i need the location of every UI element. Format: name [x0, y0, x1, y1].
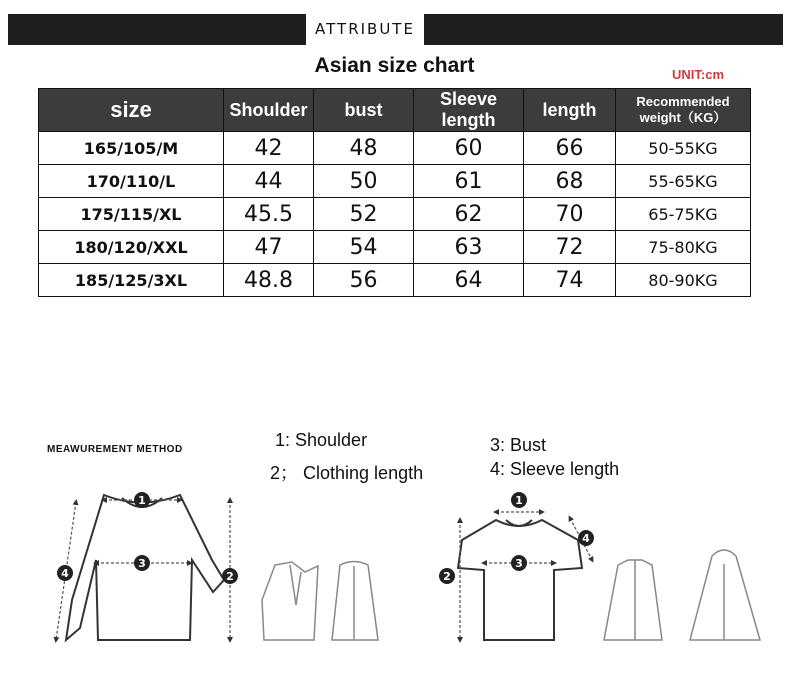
col-header-shoulder: Shoulder: [224, 89, 314, 132]
col-header-size: size: [39, 89, 224, 132]
sleeve-cell: 62: [414, 198, 524, 231]
marker-4-sweatshirt: [57, 565, 73, 581]
marker-1-tshirt: [511, 492, 527, 508]
marker-2-sweatshirt: [222, 568, 238, 584]
col-header-bust: bust: [314, 89, 414, 132]
shoulder-cell: 48.8: [224, 264, 314, 297]
bust-cell: 52: [314, 198, 414, 231]
bust-cell: 54: [314, 231, 414, 264]
length-cell: 72: [524, 231, 616, 264]
weight-cell: 80-90KG: [616, 264, 751, 297]
tshirt-icon: [458, 520, 582, 640]
length-cell: 68: [524, 165, 616, 198]
marker-3-sweatshirt: [134, 555, 150, 571]
bust-cell: 56: [314, 264, 414, 297]
col-header-length: length: [524, 89, 616, 132]
weight-cell: 55-65KG: [616, 165, 751, 198]
svg-text:2: 2: [226, 570, 234, 583]
shoulder-cell: 44: [224, 165, 314, 198]
legend-clothing-length: 2； Clothing length: [270, 463, 424, 483]
sleeve-cell: 64: [414, 264, 524, 297]
sleeve-cell: 61: [414, 165, 524, 198]
sleeve-cell: 60: [414, 132, 524, 165]
shirt-icon: [604, 560, 662, 640]
length-cell: 66: [524, 132, 616, 165]
svg-text:3: 3: [138, 557, 146, 570]
marker-4-tshirt: [578, 530, 594, 546]
marker-3-tshirt: [511, 555, 527, 571]
weight-cell: 75-80KG: [616, 231, 751, 264]
weight-cell: 50-55KG: [616, 132, 751, 165]
svg-text:1: 1: [515, 494, 523, 507]
jacket-icon: [332, 562, 378, 641]
size-cell: 165/105/M: [39, 132, 224, 165]
svg-text:4: 4: [61, 567, 69, 580]
bust-cell: 48: [314, 132, 414, 165]
weight-cell: 65-75KG: [616, 198, 751, 231]
marker-1-sweatshirt: [134, 492, 150, 508]
size-cell: 180/120/XXL: [39, 231, 224, 264]
size-cell: 175/115/XL: [39, 198, 224, 231]
legend-sleeve-length: 4: Sleeve length: [490, 459, 620, 479]
unit-label: UNIT:cm: [672, 67, 725, 82]
svg-text:2: 2: [443, 570, 451, 583]
length-cell: 70: [524, 198, 616, 231]
col-header-weight: Recommended weight（KG）: [616, 89, 751, 132]
size-cell: 185/125/3XL: [39, 264, 224, 297]
svg-text:1: 1: [138, 494, 146, 507]
shoulder-cell: 42: [224, 132, 314, 165]
col-header-sleeve-length: Sleeve length: [414, 89, 524, 132]
blazer-icon: [262, 562, 318, 640]
legend-bust: 3: Bust: [490, 435, 547, 455]
chart-title: Asian size chart: [314, 54, 475, 77]
bust-cell: 50: [314, 165, 414, 198]
measurement-method-title: MEAWUREMENT METHOD: [47, 444, 183, 455]
size-cell: 170/110/L: [39, 165, 224, 198]
legend-shoulder: 1: Shoulder: [275, 430, 368, 450]
shoulder-cell: 47: [224, 231, 314, 264]
svg-text:4: 4: [582, 532, 590, 545]
svg-text:3: 3: [515, 557, 523, 570]
shoulder-cell: 45.5: [224, 198, 314, 231]
attribute-tab: ATTRIBUTE: [306, 14, 424, 45]
length-cell: 74: [524, 264, 616, 297]
marker-2-tshirt: [439, 568, 455, 584]
hoodie-icon: [690, 550, 760, 640]
sleeve-cell: 63: [414, 231, 524, 264]
